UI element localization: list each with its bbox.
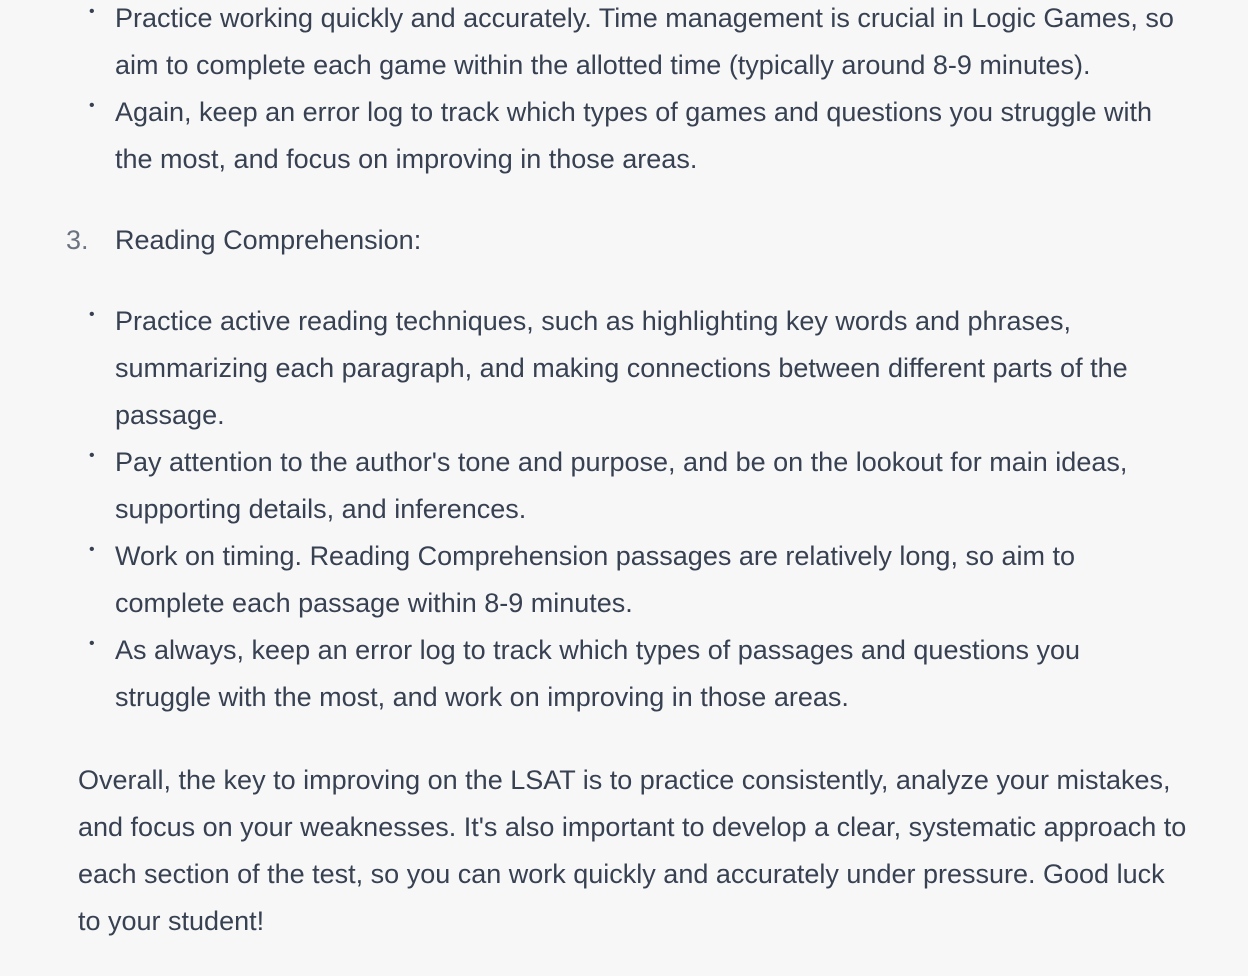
section-heading: Reading Comprehension: (115, 225, 422, 255)
reading-comprehension-bullet-list (0, 298, 1165, 721)
bullet-icon: • (89, 541, 95, 558)
conclusion-paragraph: Overall, the key to improving on the LSAT is to practice consistently, analyze your mistakes, and focus on your weaknesses. It's also important to develop a clear, systematic approach to each section of the test, so you can work quickly and accurately under pressure. Good luck to your student! (78, 765, 1187, 936)
bullet-icon: • (89, 3, 95, 20)
list-item-text: Pay attention to the author's tone and purpose, and be on the lookout for main ideas, supporting details, and inferences. (115, 447, 1128, 524)
bullet-icon: • (89, 635, 95, 652)
list-item-text: As always, keep an error log to track which types of passages and questions you struggle with the most, and work on improving in those areas. (115, 635, 1081, 712)
list-item (0, 627, 1115, 721)
bullet-icon: • (89, 447, 95, 464)
list-item (0, 89, 1195, 183)
list-number: 3. (66, 225, 89, 255)
bullet-icon: • (89, 97, 95, 114)
list-item-text: Practice working quickly and accurately. Time management is crucial in Logic Games, so aim to complete each game within the allotted time (typically around 8-9 minutes). (115, 3, 1174, 80)
bullet-icon: • (89, 306, 95, 323)
list-item (0, 533, 1115, 627)
list-item (0, 0, 1195, 89)
list-item (0, 439, 1165, 533)
logic-games-bullet-list (0, 0, 1195, 183)
list-item-text: Practice active reading techniques, such as highlighting key words and phrases, summarizing each paragraph, and making connections between different parts of the passage. (115, 306, 1128, 430)
numbered-heading-reading-comprehension (0, 217, 421, 264)
list-item-text: Work on timing. Reading Comprehension passages are relatively long, so aim to complete each passage within 8-9 minutes. (115, 541, 1075, 618)
list-item-text: Again, keep an error log to track which types of games and questions you struggle with the most, and focus on improving in those areas. (115, 97, 1153, 174)
list-item (0, 298, 1165, 439)
